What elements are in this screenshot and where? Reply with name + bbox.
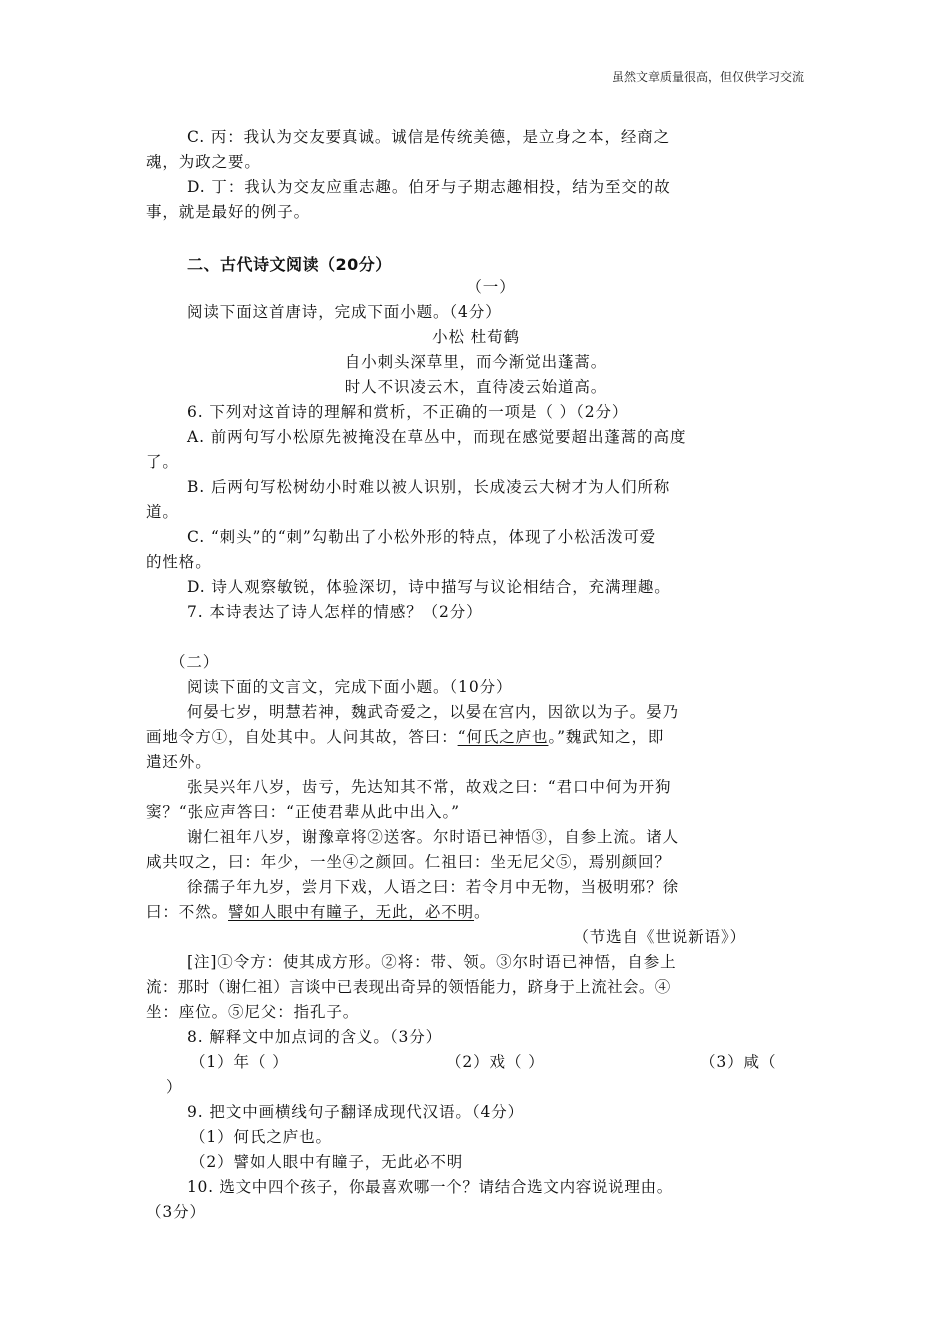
q8-item-1: （1）年（ ） <box>190 1053 289 1071</box>
passage-4-line1: 徐孺子年九岁，尝月下戏，人语之曰：若令月中无物，当极明邪？徐 <box>187 878 680 896</box>
subsection-2: （二） <box>170 653 220 671</box>
question-7: 7. 本诗表达了诗人怎样的情感？（2分） <box>187 603 483 621</box>
question-8: 8. 解释文中加点词的含义。（3分） <box>187 1028 443 1046</box>
q6-option-d: D. 诗人观察敏锐，体验深切，诗中描写与议论相结合，充满理趣。 <box>187 578 671 596</box>
question-9: 9. 把文中画横线句子翻译成现代汉语。（4分） <box>187 1103 525 1121</box>
passage-4-line2 <box>146 900 806 925</box>
question-10: 10. 选文中四个孩子，你最喜欢哪一个？请结合选文内容说说理由。 <box>187 1178 673 1196</box>
passage-1-text: 画地令方①，自处其中。人问其故，答曰： <box>146 728 458 746</box>
source-citation: （节选自《世说新语》） <box>573 928 746 946</box>
question-6: 6. 下列对这首诗的理解和赏析，不正确的一项是（ ）（2分） <box>187 403 629 421</box>
passage-1-line1: 何晏七岁，明慧若神，魏武奇爱之，以晏在宫内，因欲以为子。晏乃 <box>187 703 680 721</box>
intro-1: 阅读下面这首唐诗，完成下面小题。（4分） <box>187 303 502 321</box>
section-title: 二、古代诗文阅读（20分） <box>187 255 392 274</box>
intro-2: 阅读下面的文言文，完成下面小题。（10分） <box>187 678 513 696</box>
question-10-score: （3分） <box>146 1203 206 1221</box>
q9-item-1: （1）何氏之庐也。 <box>190 1128 332 1146</box>
q6-option-a-line1: A. 前两句写小松原先被掩没在草丛中，而现在感觉要超出蓬蒿的高度 <box>187 428 687 446</box>
option-d-line1: D. 丁：我认为交友应重志趣。伯牙与子期志趣相投，结为至交的故 <box>187 178 671 196</box>
underlined-sentence-1: “何氏之庐也 <box>457 728 549 746</box>
note-line3: 坐：座位。⑤尼父：指孔子。 <box>146 1003 360 1021</box>
q6-option-b-line2: 道。 <box>146 503 179 521</box>
q6-option-b-line1: B. 后两句写松树幼小时难以被人识别，长成凌云大树才为人们所称 <box>187 478 671 496</box>
header-note: 虽然文章质量很高，但仅供学习交流 <box>611 70 804 84</box>
poem-line-2: 时人不识凌云木，直待凌云始道高。 <box>344 378 608 396</box>
q9-item-2: （2）譬如人眼中有瞳子，无此必不明 <box>190 1153 464 1171</box>
q6-option-c-line1: C. “刺头”的“刺”勾勒出了小松外形的特点，体现了小松活泼可爱 <box>187 528 657 546</box>
note-line1: [注]①令方：使其成方形。②将：带、领。③尔时语已神悟，自参上 <box>187 953 677 971</box>
option-c-line2: 魂，为政之要。 <box>146 153 261 171</box>
q8-item-2: （2）戏（ ） <box>446 1053 545 1071</box>
passage-2-line2: 窦？“张应声答曰：“正使君辈从此中出入。” <box>146 803 460 821</box>
passage-4-text: 曰：不然。 <box>146 903 229 921</box>
underlined-sentence-2: 譬如人眼中有瞳子，无此，必不明 <box>228 903 475 921</box>
passage-3-line1: 谢仁祖年八岁，谢豫章将②送客。尔时语已神悟③，自参上流。诸人 <box>187 828 680 846</box>
passage-3-line2: 咸共叹之，曰：年少，一坐④之颜回。仁祖曰：坐无尼父⑤，焉别颜回？ <box>146 853 671 871</box>
q6-option-a-line2: 了。 <box>146 453 179 471</box>
q8-item-3-close: ） <box>166 1078 183 1096</box>
passage-4-text-end: 。 <box>474 903 491 921</box>
poem-line-1: 自小刺头深草里，而今渐觉出蓬蒿。 <box>344 353 608 371</box>
note-line2: 流：那时（谢仁祖）言谈中已表现出奇异的领悟能力，跻身于上流社会。④ <box>146 978 671 996</box>
passage-1-line2 <box>146 725 806 750</box>
passage-1-text-end: 。”魏武知之，即 <box>548 728 665 746</box>
option-c-line1: C. 丙：我认为交友要真诚。诚信是传统美德，是立身之本，经商之 <box>187 128 671 146</box>
subsection-1: （一） <box>466 278 516 296</box>
q8-item-3: （3）咸（ <box>700 1053 777 1071</box>
passage-2-line1: 张吴兴年八岁，齿亏，先达知其不常，故戏之曰：“君口中何为开狗 <box>187 778 672 796</box>
poem-title-author: 小松 杜荀鹤 <box>432 328 520 346</box>
q6-option-c-line2: 的性格。 <box>146 553 212 571</box>
option-d-line2: 事，就是最好的例子。 <box>146 203 311 221</box>
passage-1-line3: 遣还外。 <box>146 753 212 771</box>
